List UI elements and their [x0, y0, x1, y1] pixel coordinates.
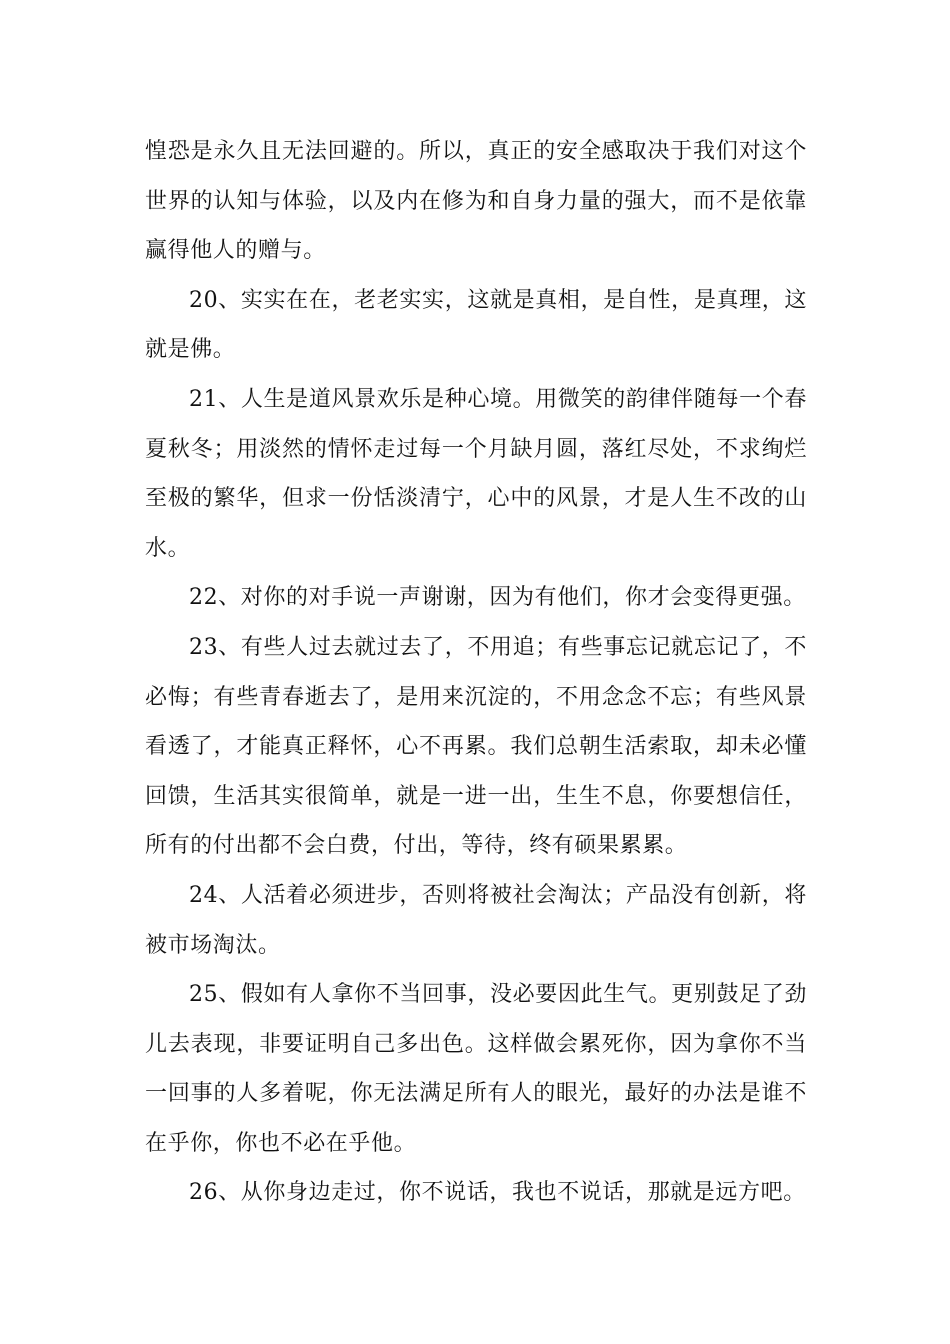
paragraph-20: 20、实实在在，老老实实，这就是真相，是自性，是真理，这就是佛。 — [145, 287, 807, 363]
paragraph-continuation: 惶恐是永久且无法回避的。所以，真正的安全感取决于我们对这个世界的认知与体验，以及内在修为和自身力量的强大，而不是依靠赢得他人的赠与。 — [145, 139, 807, 264]
paragraph-26: 26、从你身边走过，你不说话，我也不说话，那就是远方吧。 — [189, 1180, 806, 1206]
document-body — [145, 127, 807, 1218]
paragraph-21: 21、人生是道风景欢乐是种心境。用微笑的韵律伴随每一个春夏秋冬；用淡然的情怀走过每一个月缺月圆，落红尽处，不求绚烂至极的繁华，但求一份恬淡清宁，心中的风景，才是人生不改的山水。 — [145, 386, 807, 561]
paragraph-22: 22、对你的对手说一声谢谢，因为有他们，你才会变得更强。 — [189, 585, 806, 611]
paragraph-24: 24、人活着必须进步，否则将被社会淘汰；产品没有创新，将被市场淘汰。 — [145, 882, 807, 958]
paragraph-25: 25、假如有人拿你不当回事，没必要因此生气。更别鼓足了劲儿去表现，非要证明自己多出色。这样做会累死你，因为拿你不当一回事的人多着呢，你无法满足所有人的眼光，最好的办法是谁不在乎你，你也不必在乎他。 — [145, 982, 807, 1156]
paragraph-23: 23、有些人过去就过去了，不用追；有些事忘记就忘记了，不必悔；有些青春逝去了，是用来沉淀的，不用念念不忘；有些风景看透了，才能真正释怀，心不再累。我们总朝生活索取，却未必懂回馈，生活其实很简单，就是一进一出，生生不息，你要想信任，所有的付出都不会白费，付出，等待，终有硕果累累。 — [145, 634, 807, 859]
